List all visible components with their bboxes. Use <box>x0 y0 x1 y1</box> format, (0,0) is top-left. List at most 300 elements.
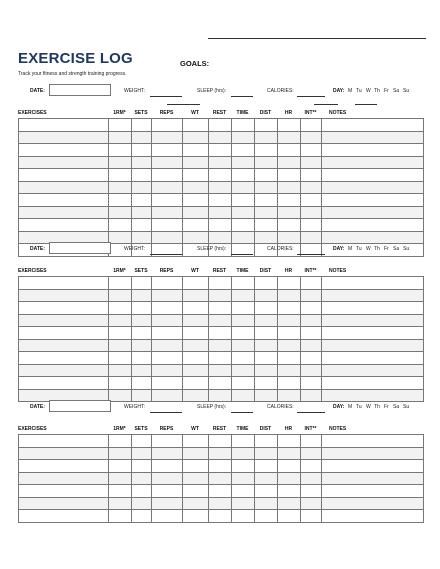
log-cell[interactable] <box>19 314 109 327</box>
log-cell[interactable] <box>322 389 424 402</box>
log-cell[interactable] <box>232 119 255 132</box>
log-cell[interactable] <box>301 460 322 473</box>
log-cell[interactable] <box>109 194 132 207</box>
log-cell[interactable] <box>232 314 255 327</box>
log-cell[interactable] <box>209 144 232 157</box>
log-cell[interactable] <box>19 156 109 169</box>
log-cell[interactable] <box>322 485 424 498</box>
log-cell[interactable] <box>255 352 278 365</box>
log-cell[interactable] <box>152 181 183 194</box>
log-cell[interactable] <box>152 460 183 473</box>
log-cell[interactable] <box>278 289 301 302</box>
log-cell[interactable] <box>255 364 278 377</box>
log-cell[interactable] <box>278 497 301 510</box>
log-cell[interactable] <box>152 327 183 340</box>
log-cell[interactable] <box>109 460 132 473</box>
log-cell[interactable] <box>278 389 301 402</box>
log-cell[interactable] <box>209 277 232 290</box>
log-cell[interactable] <box>132 447 152 460</box>
log-cell[interactable] <box>322 289 424 302</box>
log-cell[interactable] <box>322 377 424 390</box>
day-option-th[interactable]: Th <box>374 88 380 94</box>
log-cell[interactable] <box>301 231 322 244</box>
log-cell[interactable] <box>322 219 424 232</box>
log-cell[interactable] <box>152 206 183 219</box>
sleep-input[interactable] <box>231 96 253 97</box>
log-cell[interactable] <box>183 377 209 390</box>
log-cell[interactable] <box>322 472 424 485</box>
log-cell[interactable] <box>19 435 109 448</box>
log-cell[interactable] <box>19 119 109 132</box>
log-cell[interactable] <box>278 460 301 473</box>
log-cell[interactable] <box>278 119 301 132</box>
day-option-w[interactable]: W <box>366 246 371 252</box>
log-cell[interactable] <box>255 460 278 473</box>
log-cell[interactable] <box>255 181 278 194</box>
log-cell[interactable] <box>209 119 232 132</box>
log-cell[interactable] <box>109 447 132 460</box>
log-cell[interactable] <box>255 169 278 182</box>
log-cell[interactable] <box>255 206 278 219</box>
day-option-sa[interactable]: Sa <box>393 88 400 94</box>
log-cell[interactable] <box>278 231 301 244</box>
log-cell[interactable] <box>209 206 232 219</box>
log-cell[interactable] <box>301 435 322 448</box>
log-cell[interactable] <box>152 314 183 327</box>
log-cell[interactable] <box>152 131 183 144</box>
log-cell[interactable] <box>209 219 232 232</box>
log-cell[interactable] <box>278 339 301 352</box>
log-cell[interactable] <box>19 181 109 194</box>
log-cell[interactable] <box>322 460 424 473</box>
log-cell[interactable] <box>19 485 109 498</box>
day-option-w[interactable]: W <box>366 404 371 410</box>
log-cell[interactable] <box>232 472 255 485</box>
date-input[interactable] <box>49 400 111 412</box>
log-cell[interactable] <box>301 364 322 377</box>
log-cell[interactable] <box>109 119 132 132</box>
log-cell[interactable] <box>209 339 232 352</box>
log-cell[interactable] <box>19 219 109 232</box>
log-cell[interactable] <box>152 377 183 390</box>
log-cell[interactable] <box>209 435 232 448</box>
log-cell[interactable] <box>322 277 424 290</box>
log-cell[interactable] <box>183 435 209 448</box>
log-cell[interactable] <box>322 119 424 132</box>
log-cell[interactable] <box>109 144 132 157</box>
log-cell[interactable] <box>152 219 183 232</box>
log-cell[interactable] <box>19 472 109 485</box>
log-cell[interactable] <box>132 327 152 340</box>
log-cell[interactable] <box>152 156 183 169</box>
log-cell[interactable] <box>301 144 322 157</box>
log-cell[interactable] <box>301 302 322 315</box>
log-cell[interactable] <box>19 289 109 302</box>
log-cell[interactable] <box>322 169 424 182</box>
log-cell[interactable] <box>152 302 183 315</box>
log-cell[interactable] <box>232 181 255 194</box>
log-cell[interactable] <box>301 219 322 232</box>
log-cell[interactable] <box>152 497 183 510</box>
log-cell[interactable] <box>132 277 152 290</box>
log-cell[interactable] <box>152 231 183 244</box>
log-cell[interactable] <box>322 181 424 194</box>
log-cell[interactable] <box>132 231 152 244</box>
day-option-th[interactable]: Th <box>374 404 380 410</box>
log-cell[interactable] <box>232 435 255 448</box>
log-cell[interactable] <box>109 219 132 232</box>
log-cell[interactable] <box>183 169 209 182</box>
log-cell[interactable] <box>232 497 255 510</box>
log-cell[interactable] <box>209 327 232 340</box>
log-cell[interactable] <box>278 314 301 327</box>
log-cell[interactable] <box>19 277 109 290</box>
log-cell[interactable] <box>152 339 183 352</box>
log-cell[interactable] <box>152 485 183 498</box>
log-cell[interactable] <box>232 302 255 315</box>
log-cell[interactable] <box>301 119 322 132</box>
log-cell[interactable] <box>132 169 152 182</box>
calories-input[interactable] <box>297 96 325 97</box>
log-cell[interactable] <box>232 289 255 302</box>
log-cell[interactable] <box>109 131 132 144</box>
log-cell[interactable] <box>232 219 255 232</box>
log-cell[interactable] <box>132 219 152 232</box>
log-cell[interactable] <box>255 497 278 510</box>
log-cell[interactable] <box>278 485 301 498</box>
day-option-tu[interactable]: Tu <box>356 404 362 410</box>
log-cell[interactable] <box>278 510 301 523</box>
log-cell[interactable] <box>209 156 232 169</box>
log-cell[interactable] <box>183 314 209 327</box>
log-cell[interactable] <box>109 206 132 219</box>
day-option-m[interactable]: M <box>348 404 353 410</box>
log-cell[interactable] <box>19 169 109 182</box>
log-cell[interactable] <box>109 364 132 377</box>
log-cell[interactable] <box>183 460 209 473</box>
log-cell[interactable] <box>209 289 232 302</box>
log-cell[interactable] <box>109 181 132 194</box>
log-cell[interactable] <box>301 485 322 498</box>
log-cell[interactable] <box>132 377 152 390</box>
log-cell[interactable] <box>183 497 209 510</box>
log-cell[interactable] <box>301 181 322 194</box>
log-cell[interactable] <box>109 352 132 365</box>
log-cell[interactable] <box>232 389 255 402</box>
log-cell[interactable] <box>278 447 301 460</box>
log-cell[interactable] <box>209 314 232 327</box>
log-cell[interactable] <box>301 289 322 302</box>
log-cell[interactable] <box>132 194 152 207</box>
log-cell[interactable] <box>183 302 209 315</box>
calories-input[interactable] <box>297 412 325 413</box>
log-cell[interactable] <box>322 131 424 144</box>
log-cell[interactable] <box>152 289 183 302</box>
log-cell[interactable] <box>132 485 152 498</box>
date-input[interactable] <box>49 242 111 254</box>
log-cell[interactable] <box>109 327 132 340</box>
log-cell[interactable] <box>19 131 109 144</box>
log-cell[interactable] <box>322 156 424 169</box>
log-cell[interactable] <box>255 327 278 340</box>
log-cell[interactable] <box>232 364 255 377</box>
log-cell[interactable] <box>152 194 183 207</box>
log-cell[interactable] <box>132 181 152 194</box>
log-cell[interactable] <box>209 472 232 485</box>
log-cell[interactable] <box>278 169 301 182</box>
log-cell[interactable] <box>322 352 424 365</box>
log-cell[interactable] <box>132 131 152 144</box>
log-cell[interactable] <box>322 435 424 448</box>
log-cell[interactable] <box>278 302 301 315</box>
day-option-fr[interactable]: Fr <box>384 246 389 252</box>
log-cell[interactable] <box>209 447 232 460</box>
log-cell[interactable] <box>152 447 183 460</box>
log-cell[interactable] <box>322 144 424 157</box>
log-cell[interactable] <box>322 206 424 219</box>
log-cell[interactable] <box>132 435 152 448</box>
log-cell[interactable] <box>209 460 232 473</box>
log-cell[interactable] <box>109 339 132 352</box>
log-cell[interactable] <box>255 156 278 169</box>
log-cell[interactable] <box>301 327 322 340</box>
log-cell[interactable] <box>132 510 152 523</box>
log-cell[interactable] <box>322 364 424 377</box>
log-cell[interactable] <box>132 289 152 302</box>
log-cell[interactable] <box>19 510 109 523</box>
log-cell[interactable] <box>255 447 278 460</box>
log-cell[interactable] <box>209 377 232 390</box>
log-cell[interactable] <box>132 472 152 485</box>
log-cell[interactable] <box>183 289 209 302</box>
log-cell[interactable] <box>255 377 278 390</box>
log-cell[interactable] <box>301 497 322 510</box>
log-cell[interactable] <box>278 435 301 448</box>
log-cell[interactable] <box>209 181 232 194</box>
log-cell[interactable] <box>109 169 132 182</box>
log-cell[interactable] <box>183 277 209 290</box>
log-cell[interactable] <box>278 156 301 169</box>
day-option-m[interactable]: M <box>348 246 353 252</box>
log-cell[interactable] <box>183 131 209 144</box>
log-cell[interactable] <box>255 231 278 244</box>
day-option-th[interactable]: Th <box>374 246 380 252</box>
log-cell[interactable] <box>278 194 301 207</box>
day-option-w[interactable]: W <box>366 88 371 94</box>
log-cell[interactable] <box>183 144 209 157</box>
log-cell[interactable] <box>19 206 109 219</box>
weight-input[interactable] <box>150 254 182 255</box>
log-cell[interactable] <box>209 302 232 315</box>
log-cell[interactable] <box>152 119 183 132</box>
log-cell[interactable] <box>255 485 278 498</box>
wt-rest-line[interactable] <box>167 104 200 105</box>
log-cell[interactable] <box>19 377 109 390</box>
log-cell[interactable] <box>278 377 301 390</box>
log-cell[interactable] <box>132 364 152 377</box>
log-cell[interactable] <box>209 497 232 510</box>
log-cell[interactable] <box>183 327 209 340</box>
log-cell[interactable] <box>232 277 255 290</box>
log-cell[interactable] <box>183 119 209 132</box>
log-cell[interactable] <box>209 364 232 377</box>
log-cell[interactable] <box>132 156 152 169</box>
log-cell[interactable] <box>301 352 322 365</box>
log-cell[interactable] <box>278 277 301 290</box>
log-cell[interactable] <box>209 510 232 523</box>
log-cell[interactable] <box>255 194 278 207</box>
log-cell[interactable] <box>232 377 255 390</box>
day-option-su[interactable]: Su <box>403 88 410 94</box>
log-cell[interactable] <box>183 219 209 232</box>
log-cell[interactable] <box>255 435 278 448</box>
log-cell[interactable] <box>278 131 301 144</box>
log-cell[interactable] <box>19 302 109 315</box>
log-cell[interactable] <box>322 497 424 510</box>
day-option-sa[interactable]: Sa <box>393 404 400 410</box>
day-option-sa[interactable]: Sa <box>393 246 400 252</box>
log-cell[interactable] <box>19 144 109 157</box>
log-cell[interactable] <box>278 219 301 232</box>
log-cell[interactable] <box>132 144 152 157</box>
log-cell[interactable] <box>322 447 424 460</box>
log-cell[interactable] <box>278 206 301 219</box>
log-cell[interactable] <box>255 302 278 315</box>
log-cell[interactable] <box>152 144 183 157</box>
log-cell[interactable] <box>152 364 183 377</box>
log-cell[interactable] <box>152 277 183 290</box>
log-cell[interactable] <box>301 339 322 352</box>
log-cell[interactable] <box>209 169 232 182</box>
day-option-su[interactable]: Su <box>403 404 410 410</box>
sleep-input[interactable] <box>231 412 253 413</box>
log-cell[interactable] <box>301 510 322 523</box>
log-cell[interactable] <box>301 194 322 207</box>
log-cell[interactable] <box>232 144 255 157</box>
log-cell[interactable] <box>255 131 278 144</box>
log-cell[interactable] <box>278 327 301 340</box>
log-cell[interactable] <box>183 181 209 194</box>
log-cell[interactable] <box>152 510 183 523</box>
log-cell[interactable] <box>19 447 109 460</box>
day-option-su[interactable]: Su <box>403 246 410 252</box>
log-cell[interactable] <box>232 339 255 352</box>
log-cell[interactable] <box>255 119 278 132</box>
log-cell[interactable] <box>183 339 209 352</box>
log-cell[interactable] <box>255 219 278 232</box>
log-cell[interactable] <box>183 485 209 498</box>
log-cell[interactable] <box>209 131 232 144</box>
log-cell[interactable] <box>183 447 209 460</box>
log-cell[interactable] <box>152 389 183 402</box>
weight-input[interactable] <box>150 96 182 97</box>
log-cell[interactable] <box>232 169 255 182</box>
log-cell[interactable] <box>301 169 322 182</box>
calories-input[interactable] <box>297 254 325 255</box>
log-cell[interactable] <box>255 289 278 302</box>
log-cell[interactable] <box>132 460 152 473</box>
log-cell[interactable] <box>183 352 209 365</box>
log-cell[interactable] <box>132 339 152 352</box>
log-cell[interactable] <box>278 472 301 485</box>
log-cell[interactable] <box>19 194 109 207</box>
log-cell[interactable] <box>255 314 278 327</box>
log-cell[interactable] <box>255 472 278 485</box>
log-cell[interactable] <box>19 497 109 510</box>
log-cell[interactable] <box>301 377 322 390</box>
log-cell[interactable] <box>209 352 232 365</box>
log-cell[interactable] <box>132 314 152 327</box>
log-cell[interactable] <box>183 156 209 169</box>
log-cell[interactable] <box>232 327 255 340</box>
log-cell[interactable] <box>255 144 278 157</box>
log-cell[interactable] <box>152 169 183 182</box>
log-cell[interactable] <box>109 314 132 327</box>
log-cell[interactable] <box>301 447 322 460</box>
log-cell[interactable] <box>232 485 255 498</box>
day-option-m[interactable]: M <box>348 88 353 94</box>
log-cell[interactable] <box>232 460 255 473</box>
log-cell[interactable] <box>183 206 209 219</box>
log-cell[interactable] <box>109 289 132 302</box>
date-input[interactable] <box>49 84 111 96</box>
log-cell[interactable] <box>278 352 301 365</box>
log-cell[interactable] <box>322 194 424 207</box>
log-cell[interactable] <box>322 314 424 327</box>
weight-input[interactable] <box>150 412 182 413</box>
log-cell[interactable] <box>255 510 278 523</box>
log-cell[interactable] <box>132 119 152 132</box>
log-cell[interactable] <box>301 472 322 485</box>
log-cell[interactable] <box>183 194 209 207</box>
log-cell[interactable] <box>232 510 255 523</box>
log-cell[interactable] <box>322 327 424 340</box>
log-cell[interactable] <box>183 472 209 485</box>
log-cell[interactable] <box>132 497 152 510</box>
log-cell[interactable] <box>109 231 132 244</box>
log-cell[interactable] <box>278 364 301 377</box>
sleep-input[interactable] <box>231 254 253 255</box>
log-cell[interactable] <box>19 327 109 340</box>
log-cell[interactable] <box>109 485 132 498</box>
log-cell[interactable] <box>19 339 109 352</box>
log-cell[interactable] <box>232 156 255 169</box>
log-cell[interactable] <box>109 497 132 510</box>
log-cell[interactable] <box>322 231 424 244</box>
log-cell[interactable] <box>322 302 424 315</box>
log-cell[interactable] <box>109 510 132 523</box>
log-cell[interactable] <box>109 156 132 169</box>
log-cell[interactable] <box>301 131 322 144</box>
log-cell[interactable] <box>109 377 132 390</box>
log-cell[interactable] <box>255 277 278 290</box>
log-cell[interactable] <box>232 194 255 207</box>
log-cell[interactable] <box>19 364 109 377</box>
log-cell[interactable] <box>152 352 183 365</box>
log-cell[interactable] <box>322 510 424 523</box>
log-cell[interactable] <box>232 352 255 365</box>
log-cell[interactable] <box>109 277 132 290</box>
log-cell[interactable] <box>209 231 232 244</box>
log-cell[interactable] <box>301 389 322 402</box>
log-cell[interactable] <box>132 302 152 315</box>
log-cell[interactable] <box>232 231 255 244</box>
log-cell[interactable] <box>232 206 255 219</box>
log-cell[interactable] <box>152 435 183 448</box>
log-cell[interactable] <box>132 352 152 365</box>
log-cell[interactable] <box>278 144 301 157</box>
log-cell[interactable] <box>19 352 109 365</box>
